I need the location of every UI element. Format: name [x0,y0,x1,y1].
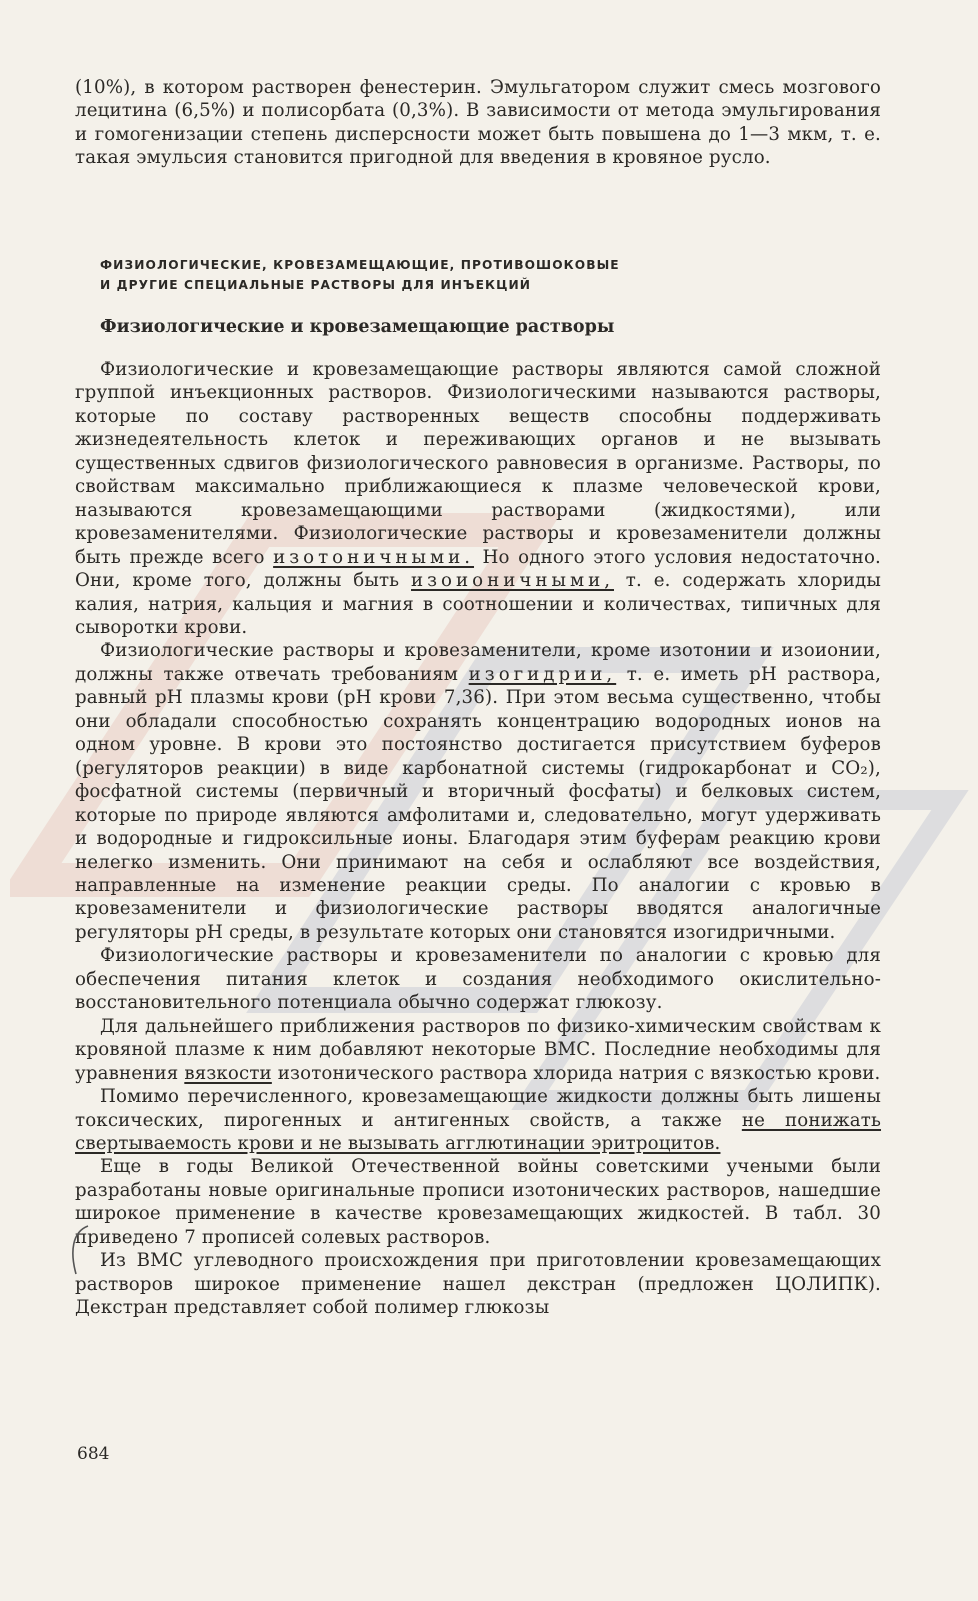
term-viscosity: вязкости [184,1062,272,1084]
underlined-requirement: не понижать свертываемость крови и не вызывать агглютинации эритроцитов. [75,1109,882,1154]
paragraph-2-part-b: т. е. иметь pH раствора, равный pH плазмы крови (pH крови 7,36). При этом весьма существенно, чтобы они обладали способностью сохранять концентрацию водородных ионов на одном уровне. В крови это постоянство достигается присутствием буферов (регуляторов реакции) в виде карбонатной системы (гидрокарбонат и CO₂), фосфатной системы (первичный и вторичный фосфаты) и белковых систем, которые по природе являются амфолитами и, следовательно, могут удерживать и водородные и гидроксильные ионы. Благодаря этим буферам реакцию крови нелегко изменить. Они принимают на себя и ослабляют все воздействия, направленные на изменение реакции среды. По аналогии с кровью в кровезаменители и физиологические растворы вводятся аналогичные регуляторы pH среды, в результате которых они становятся изогидричными. [75,663,881,943]
section-title-line-1: ФИЗИОЛОГИЧЕСКИЕ, КРОВЕЗАМЕЩАЮЩИЕ, ПРОТИВОШОКОВЫЕ [100,258,620,272]
paragraph-1 [75,358,881,639]
term-isotonic: изотоничными. [273,546,475,568]
term-isoionic: изоионичными, [411,570,614,592]
paragraph-3: Физиологические растворы и кровезаменители по аналогии с кровью для обеспечения питания клеток и создания необходимого окислительно-восстановительного потенциала обычно содержат глюкозу. [75,945,881,1014]
paragraph-7: Из ВМС углеводного происхождения при приготовлении кровезамещающих растворов широкое применение нашел декстран (предложен ЦОЛИПК). Декстран представляет собой полимер глюкозы [75,1250,881,1319]
paragraph-2-part-a: Физиологические растворы и кровезаменители, кроме изотонии и изоионии, должны также отвечать требованиям [75,640,881,685]
intro-paragraph-block [75,76,881,170]
paragraph-4-part-b: изотонического раствора хлорида натрия с вязкостью крови. [271,1062,881,1084]
paragraph-1-part-c: т. е. содержать хлориды калия, натрия, кальция и магния в соотношении и количествах, типичных для сыворотки крови. [75,570,881,638]
section-title [100,255,720,295]
paragraph-5 [75,1085,881,1155]
term-isohydric: изогидрии, [468,663,617,685]
section-title-line-2: И ДРУГИЕ СПЕЦИАЛЬНЫЕ РАСТВОРЫ ДЛЯ ИНЪЕКЦИЙ [100,278,532,292]
paragraph-1-part-b: Но одного этого условия недостаточно. Они, кроме того, должны быть [75,546,881,592]
subheading: Физиологические и кровезамещающие растворы [100,317,615,337]
intro-paragraph: (10%), в котором растворен фенестерин. Эмульгатором служит смесь мозгового лецитина (6,5%) и полисорбата (0,3%). В зависимости от метода эмульгирования и гомогенизации степень дисперсности может быть повышена до 1—3 мкм, т. е. такая эмульсия становится пригодной для введения в кровяное русло. [75,77,881,169]
paragraph-5-part-a: Помимо перечисленного, кровезамещающие жидкости должны быть лишены токсических, пирогенных и антигенных свойств, а также [75,1086,881,1131]
page-number: 684 [77,1444,110,1464]
main-text-body [75,358,881,1320]
paragraph-1-part-a: Физиологические и кровезамещающие растворы являются самой сложной группой инъекционных растворов. Физиологическими называются растворы, которые по составу растворенных веществ способны поддерживать жизнедеятельность клеток и переживающих органов и не вызывать существенных сдвигов физиологического равновесия в организме. Растворы, по свойствам максимально приближающиеся к плазме человеческой крови, называются кровезамещающими растворами (жидкостями), или кровезаменителями. Физиологические растворы и кровезаменители должны быть прежде всего [75,359,881,568]
paragraph-4 [75,1015,881,1085]
paragraph-4-part-a: Для дальнейшего приближения растворов по физико-химическим свойствам к кровяной плазме к ним добавляют некоторые ВМС. Последние необходимы для уравнения [75,1015,881,1084]
paragraph-2 [75,639,881,944]
paragraph-6: Еще в годы Великой Отечественной войны советскими учеными были разработаны новые оригинальные прописи изотонических растворов, нашедшие широкое применение в качестве кровезамещающих жидкостей. В табл. 30 приведено 7 прописей солевых растворов. [75,1156,881,1248]
